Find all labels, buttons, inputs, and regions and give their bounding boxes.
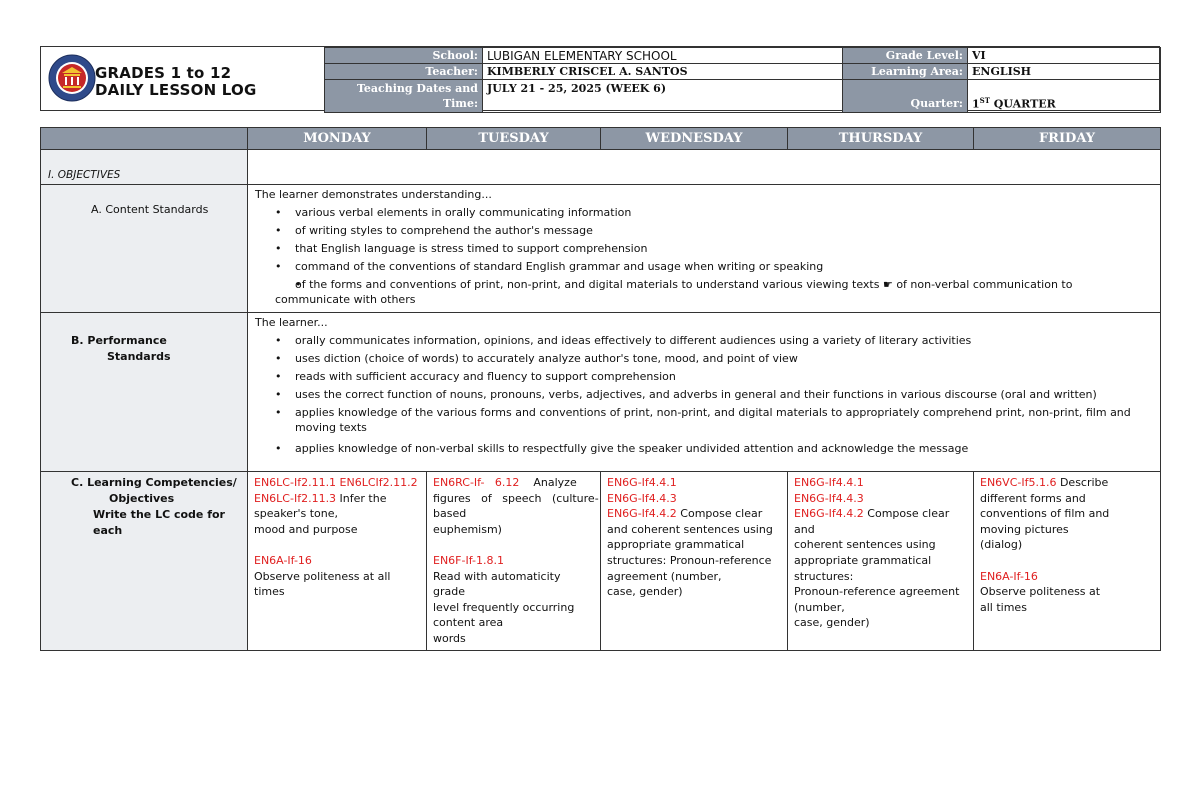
quarter-label: Quarter: <box>843 80 968 113</box>
content-standards-cell <box>248 185 1161 313</box>
quarter-superscript: ST <box>979 96 990 106</box>
competencies-label-line-3: Write the LC code for each <box>93 508 225 537</box>
performance-standards-label-line-2: Standards <box>107 350 171 363</box>
competency-monday <box>248 472 427 651</box>
list-item: • various verbal elements in orally communicating information <box>249 205 1159 220</box>
lc-line <box>607 506 781 522</box>
competency-friday <box>974 472 1161 651</box>
lc-text: appropriate grammatical <box>607 538 745 552</box>
lc-code: EN6G-If4.4.1 <box>794 476 864 489</box>
teacher-label: Teacher: <box>325 64 483 80</box>
lc-code: EN6F-If-1.8.1 <box>433 553 504 567</box>
learning-area-label: Learning Area: <box>843 64 968 80</box>
lc-text: Compose clear <box>676 507 763 521</box>
content-standards-list <box>249 205 1159 307</box>
grade-level-label: Grade Level: <box>843 48 968 64</box>
daily-lesson-table <box>40 127 1161 651</box>
lc-text: speaker's tone, <box>254 507 339 521</box>
days-header-row <box>41 128 1161 150</box>
lc-text: words <box>433 631 466 645</box>
day-tuesday: TUESDAY <box>427 128 601 150</box>
objectives-content-cell <box>248 150 1161 185</box>
competency-thursday <box>788 472 974 651</box>
lc-text: content area <box>433 616 504 630</box>
dates-label <box>325 80 483 113</box>
lc-text: Read with automaticity grade <box>433 569 561 599</box>
competencies-row <box>41 472 1161 651</box>
lc-text: case, gender) <box>794 616 870 630</box>
lc-code: EN6G-If4.4.2 <box>794 507 864 521</box>
list-item: • orally communicates information, opinions, and ideas effectively to different audiences using a variety of literary activities <box>249 333 1159 348</box>
content-standards-label: A. Content Standards <box>91 203 209 216</box>
lc-text: all times <box>980 600 1027 614</box>
school-value: LUBIGAN ELEMENTARY SCHOOL <box>483 48 843 64</box>
lc-text: based <box>433 507 467 521</box>
performance-standards-cell <box>248 313 1161 472</box>
list-item: • applies knowledge of non-verbal skills to respectfully give the speaker undivided attention and acknowledge the message <box>249 441 1159 456</box>
lc-line <box>980 475 1154 491</box>
deped-seal-logo <box>47 53 97 103</box>
header-info-table <box>324 47 1161 113</box>
lc-text: Describe <box>1056 476 1109 489</box>
list-item: • of the forms and conventions of print, non-print, and digital materials to understand various viewing texts ☛ of non-verbal communication to communicate with others <box>249 277 1159 307</box>
lc-text: Observe politeness at <box>980 585 1101 599</box>
lc-text: level frequently occurring <box>433 600 575 614</box>
lc-text: Infer the <box>336 491 387 505</box>
lc-text: Compose clear and <box>794 507 950 536</box>
lc-code: EN6VC-If5.1.6 <box>980 476 1057 489</box>
performance-standards-label-line-1: B. Performance <box>71 334 167 347</box>
content-standards-row <box>41 185 1161 313</box>
lc-text: figures of speech (culture- <box>433 491 599 505</box>
grade-level-value: VI <box>968 48 1161 64</box>
competency-wednesday <box>601 472 788 651</box>
day-wednesday: WEDNESDAY <box>601 128 788 150</box>
lesson-log-header <box>40 46 1160 111</box>
lc-code: EN6RC-If- 6.12 <box>433 476 520 489</box>
lc-text: (dialog) <box>980 538 1023 552</box>
performance-standards-list <box>249 333 1159 456</box>
lc-text: appropriate grammatical structures: <box>794 553 932 583</box>
lc-code: EN6LC-If2.11.3 <box>254 491 337 505</box>
lc-code: EN6G-If4.4.2 <box>607 507 677 521</box>
lc-text: euphemism) <box>433 522 502 536</box>
lc-code: EN6A-If-16 <box>254 553 312 567</box>
learning-area-value: ENGLISH <box>968 64 1161 80</box>
performance-standards-label-cell <box>41 313 248 472</box>
lc-code: EN6LC-If2.11.1 EN6LCIf2.11.2 <box>254 476 418 489</box>
day-thursday: THURSDAY <box>788 128 974 150</box>
lc-text: and coherent sentences using <box>607 522 773 536</box>
objectives-label-cell <box>41 150 248 185</box>
lc-code: EN6G-If4.4.3 <box>607 491 677 505</box>
lc-line <box>433 475 594 491</box>
school-label: School: <box>325 48 483 64</box>
lc-text: Analyze <box>519 476 577 489</box>
competencies-label-line-1: C. Learning Competencies/ <box>71 476 237 489</box>
list-item: • of writing styles to comprehend the author's message <box>249 223 1159 238</box>
content-standards-intro: The learner demonstrates understanding... <box>255 188 492 201</box>
day-monday: MONDAY <box>248 128 427 150</box>
lc-text: structures: Pronoun-reference <box>607 553 772 567</box>
corner-cell <box>41 128 248 150</box>
lc-text: conventions of film and <box>980 507 1110 521</box>
lc-text: agreement (number, <box>607 569 722 583</box>
objectives-row <box>41 150 1161 185</box>
dates-label-line-2: Time: <box>442 97 478 110</box>
quarter-value <box>968 80 1161 113</box>
list-item: • uses diction (choice of words) to accurately analyze author's tone, mood, and point of view <box>249 351 1159 366</box>
lc-code: EN6G-If4.4.1 <box>607 476 677 489</box>
lc-text: different forms and <box>980 491 1086 505</box>
lc-text: (number, <box>794 600 845 614</box>
performance-standards-intro: The learner... <box>255 316 328 329</box>
lc-text: Pronoun-reference agreement <box>794 585 960 599</box>
lc-line <box>794 506 967 537</box>
list-item: • reads with sufficient accuracy and fluency to support comprehension <box>249 369 1159 384</box>
quarter-text: QUARTER <box>989 98 1056 111</box>
title-line-1: GRADES 1 to 12 <box>95 64 232 82</box>
list-item: • that English language is stress timed to support comprehension <box>249 241 1159 256</box>
list-item: • applies knowledge of the various forms and conventions of print, non-print, and digital materials to appropriately comprehend print, non-print, film and moving texts <box>249 405 1159 435</box>
lc-text: moving pictures <box>980 522 1069 536</box>
objectives-label: I. OBJECTIVES <box>48 169 121 181</box>
competency-tuesday <box>427 472 601 651</box>
lc-text: Observe politeness at all times <box>254 569 391 599</box>
lc-code: EN6G-If4.4.3 <box>794 491 864 505</box>
lc-text: case, gender) <box>607 585 683 599</box>
list-item: • command of the conventions of standard English grammar and usage when writing or speaking <box>249 259 1159 274</box>
quarter-number: 1 <box>972 98 980 111</box>
competencies-label-line-2: Objectives <box>109 492 175 505</box>
performance-standards-row <box>41 313 1161 472</box>
lc-text: coherent sentences using <box>794 538 936 552</box>
lc-code: EN6A-If-16 <box>980 569 1038 583</box>
title-line-2: DAILY LESSON LOG <box>95 81 257 99</box>
teacher-value: KIMBERLY CRISCEL A. SANTOS <box>483 64 843 80</box>
competencies-label-cell <box>41 472 248 651</box>
list-item: • uses the correct function of nouns, pronouns, verbs, adjectives, and adverbs in general and their functions in various discourse (oral and written) <box>249 387 1159 402</box>
content-standards-label-cell <box>41 185 248 313</box>
document-title <box>95 65 257 99</box>
lc-text: mood and purpose <box>254 522 358 536</box>
day-friday: FRIDAY <box>974 128 1161 150</box>
dates-label-line-1: Teaching Dates and <box>356 82 478 95</box>
lc-line <box>254 491 420 507</box>
dates-value: JULY 21 - 25, 2025 (WEEK 6) <box>483 80 843 113</box>
